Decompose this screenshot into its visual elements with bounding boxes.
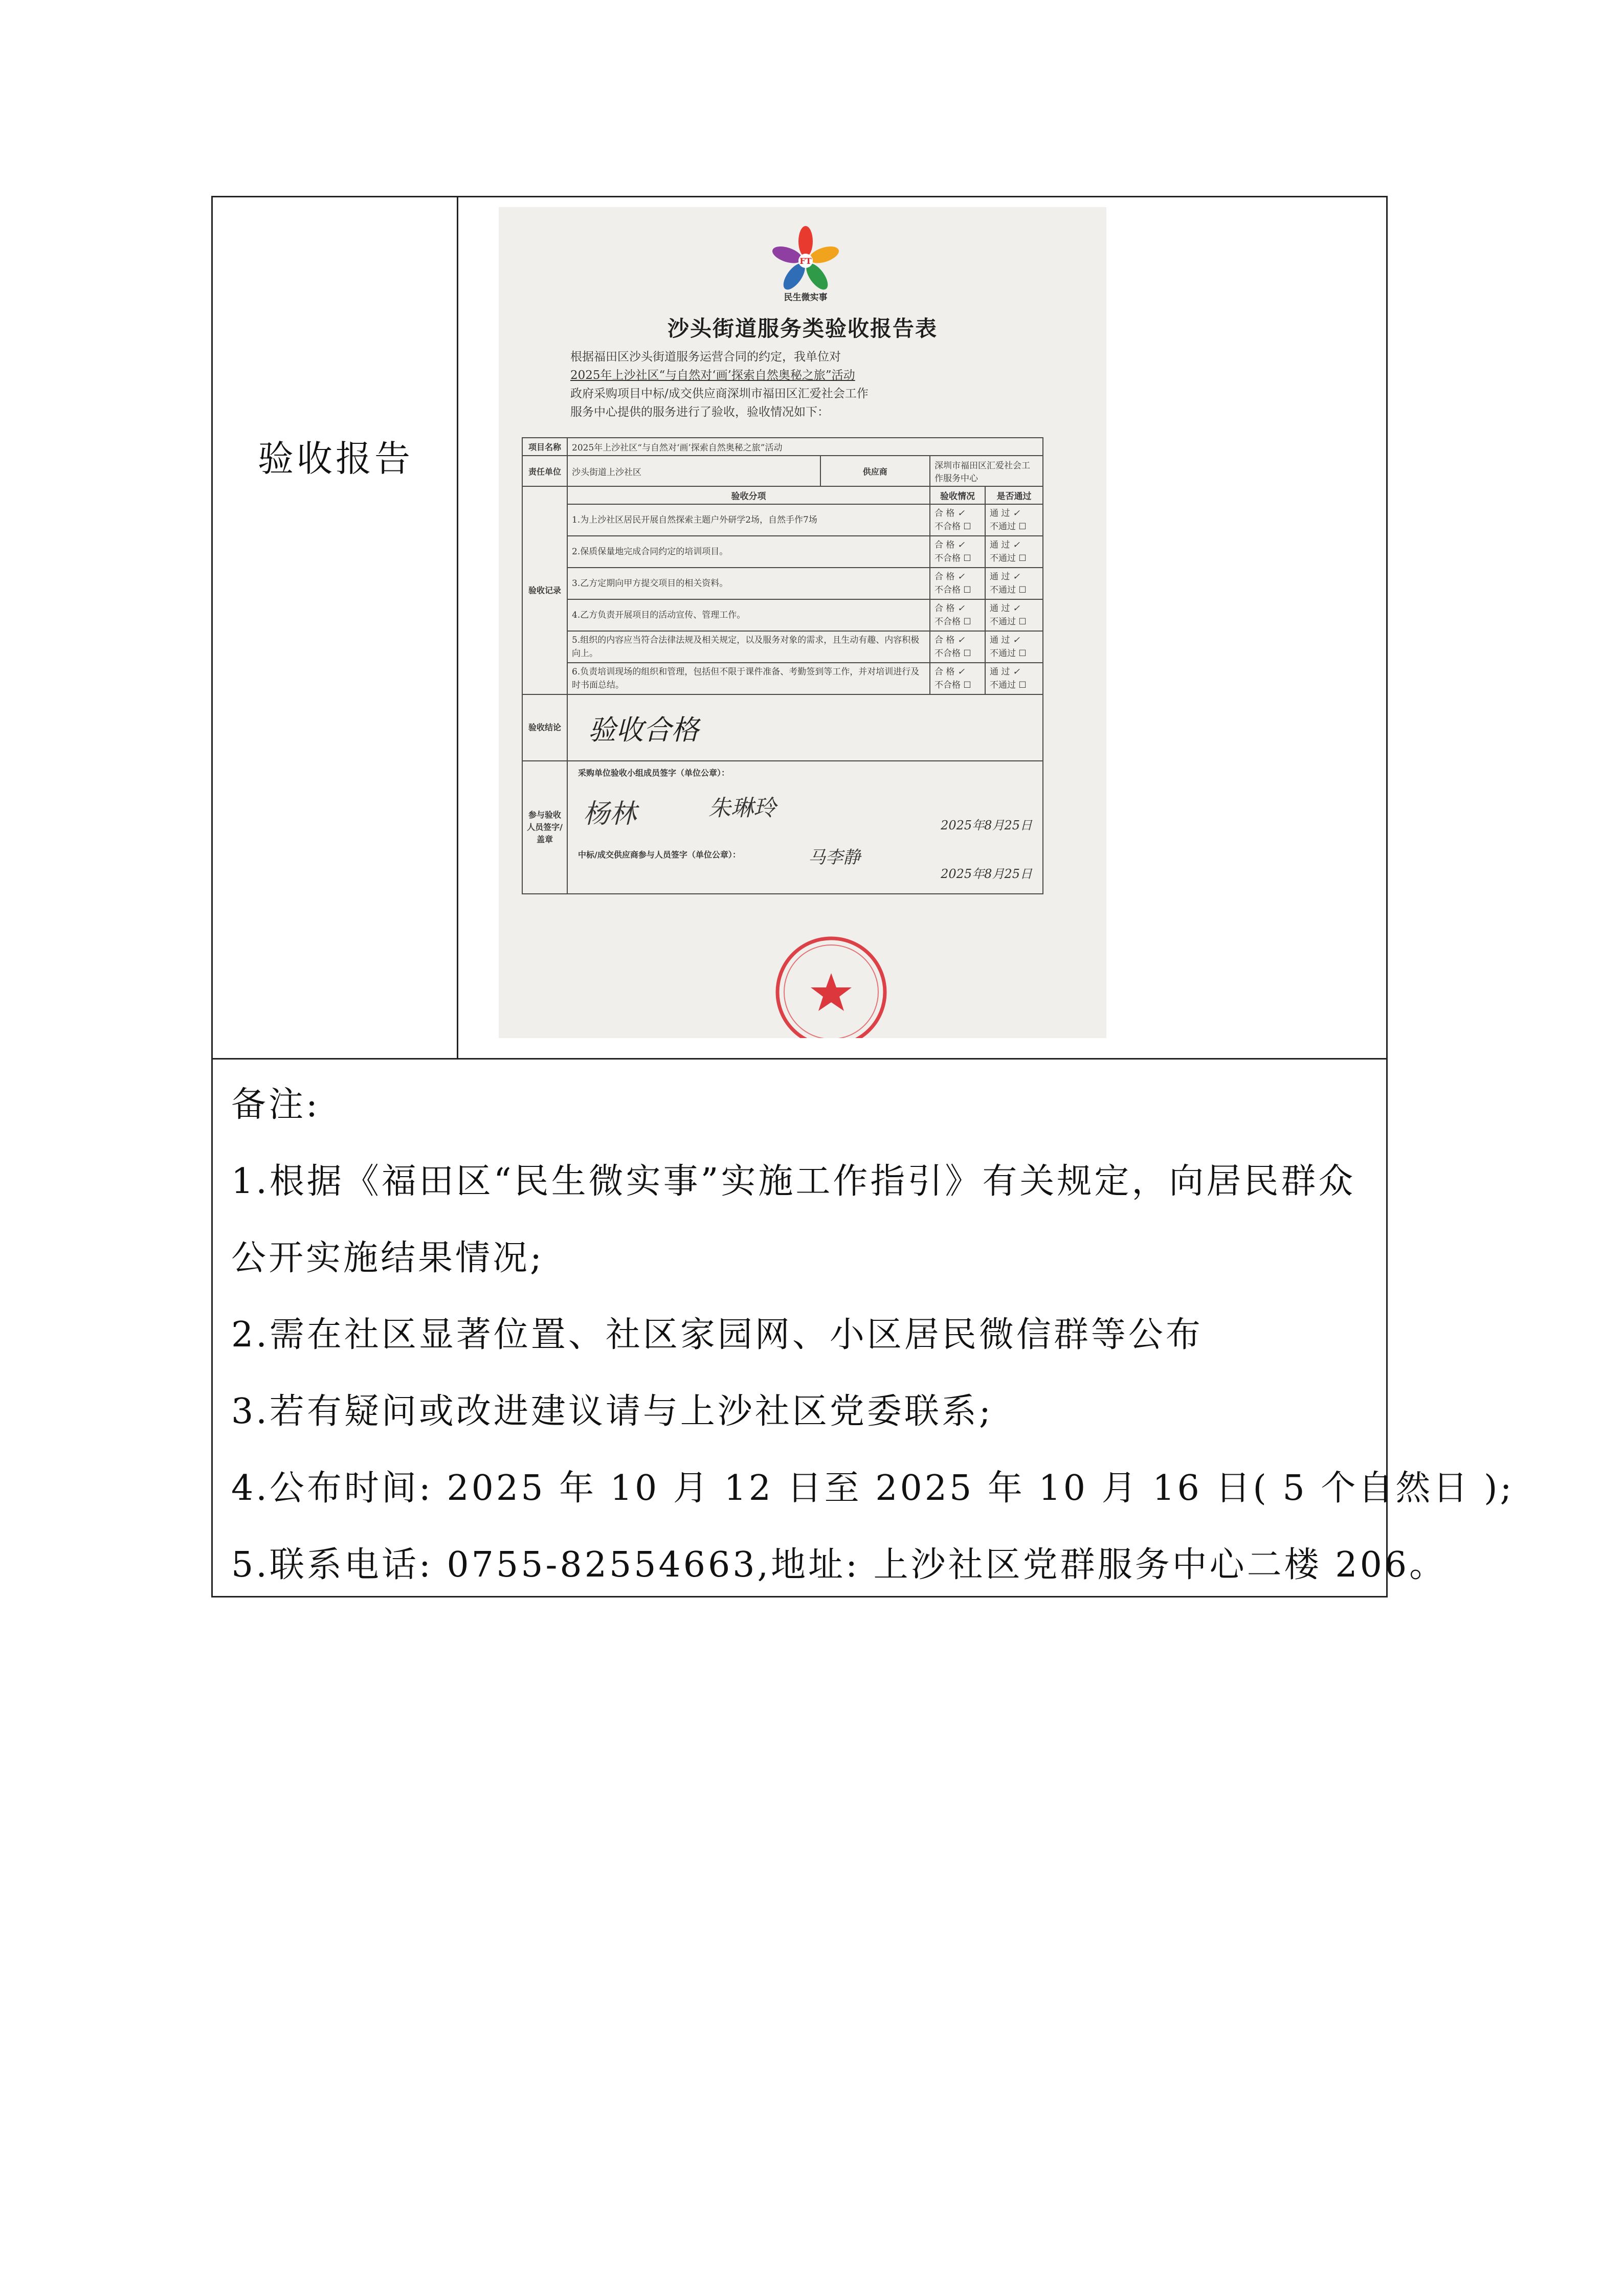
col-status-header: 验收情况 [930, 486, 985, 504]
project-label: 项目名称 [522, 438, 567, 456]
signature-cell [567, 761, 1043, 894]
check-mark-icon: ✓ [1012, 540, 1020, 550]
check-mark-icon: ✓ [1012, 635, 1020, 645]
checkbox-icon: ☐ [1018, 553, 1027, 564]
report-title: 沙头街道服务类验收报告表 [667, 316, 938, 341]
supplier-value: 深圳市福田区汇爱社会工作服务中心 [930, 456, 1043, 486]
intro-line-3: 政府采购项目中标/成交供应商深圳市福田区汇爱社会工作 [570, 387, 869, 400]
status-cell: 合 格 ✓ 不合格 ☐ [930, 663, 985, 694]
check-mark-icon: ✓ [1012, 603, 1020, 614]
notes-heading: 备注: [231, 1085, 320, 1125]
check-mark-icon: ✓ [957, 667, 965, 677]
supplier-label: 供应商 [820, 456, 930, 486]
signature-3: 马李静 [808, 847, 860, 868]
logo-text: 民生微实事 [784, 292, 828, 303]
supplier-sign-line: 中标/成交供应商参与人员签字（单位公章）： [578, 850, 741, 860]
note-line-1: 1.根据《福田区“民生微实事”实施工作指引》有关规定，向居民群众公开实施结果情况; [231, 1161, 1356, 1278]
check-mark-icon: ✓ [957, 635, 965, 645]
sign-date-1: 2025年8月25日 [941, 818, 1032, 832]
purchaser-sign-line: 采购单位验收小组成员签字（单位公章）： [578, 768, 730, 778]
col-pass-header: 是否通过 [985, 486, 1043, 504]
check-mark-icon: ✓ [957, 603, 965, 614]
sign-label: 参与验收人员签字/盖章 [522, 761, 567, 894]
item-1: 1.为上沙社区居民开展自然探索主题户外研学2场，自然手作7场 [567, 504, 930, 536]
notes-section [231, 1067, 1515, 1604]
status-cell: 合 格 ✓ 不合格 ☐ [930, 631, 985, 663]
checkbox-icon: ☐ [963, 585, 971, 595]
pass-cell: 通 过 ✓ 不通过 ☐ [985, 568, 1043, 599]
status-cell: 合 格 ✓ 不合格 ☐ [930, 568, 985, 599]
checkbox-icon: ☐ [1018, 648, 1027, 659]
table-row [522, 568, 1043, 599]
check-mark-icon: ✓ [957, 540, 965, 550]
status-cell: 合 格 ✓ 不合格 ☐ [930, 599, 985, 631]
checkbox-icon: ☐ [1018, 522, 1027, 532]
intro-line-1: 根据福田区沙头街道服务运营合同的约定，我单位对 [570, 350, 841, 364]
checkbox-icon: ☐ [963, 617, 971, 627]
signature-1: 杨林 [583, 799, 637, 829]
intro-line-2: 2025年上沙社区“与自然对‘画’探索自然奥秘之旅”活动 [570, 369, 855, 382]
official-seal-icon [772, 933, 890, 1038]
signature-2: 朱琳玲 [708, 795, 776, 821]
check-mark-icon: ✓ [1012, 667, 1020, 677]
checkbox-icon: ☐ [963, 648, 971, 659]
checkbox-icon: ☐ [1018, 617, 1027, 627]
table-row [522, 504, 1043, 536]
table-row [522, 599, 1043, 631]
note-line-2: 2.需在社区显著位置、社区家园网、小区居民微信群等公布 [231, 1315, 1203, 1355]
report-label: 验收报告 [258, 438, 413, 480]
intro-line-4: 服务中心提供的服务进行了验收，验收情况如下： [570, 406, 829, 419]
checkbox-icon: ☐ [963, 553, 971, 564]
table-row [522, 663, 1043, 694]
item-4: 4.乙方负责开展项目的活动宣传、管理工作。 [567, 599, 930, 631]
item-6: 6.负责培训现场的组织和管理，包括但不限于课件准备、考勤签到等工作，并对培训进行及时书面总结。 [567, 663, 930, 694]
project-value: 2025年上沙社区“与自然对‘画’探索自然奥秘之旅”活动 [567, 438, 1043, 456]
status-cell: 合 格 ✓ 不合格 ☐ [930, 504, 985, 536]
status-cell: 合 格 ✓ 不合格 ☐ [930, 536, 985, 568]
svg-text:FT: FT [799, 256, 812, 266]
note-line-4: 4.公布时间: 2025 年 10 月 12 日至 2025 年 10 月 16 日( 5 个自然日 ); [231, 1468, 1515, 1509]
owner-label: 责任单位 [522, 456, 567, 486]
pass-cell: 通 过 ✓ 不通过 ☐ [985, 599, 1043, 631]
note-line-3: 3.若有疑问或改进建议请与上沙社区党委联系; [231, 1391, 993, 1432]
checkbox-icon: ☐ [1018, 585, 1027, 595]
label-cell [213, 197, 458, 1058]
acceptance-grid [522, 437, 1043, 894]
pass-cell: 通 过 ✓ 不通过 ☐ [985, 631, 1043, 663]
conclusion-handwriting: 验收合格 [567, 694, 1043, 761]
record-label: 验收记录 [522, 486, 567, 694]
checkbox-icon: ☐ [963, 680, 971, 690]
item-2: 2.保质保量地完成合同约定的培训项目。 [567, 536, 930, 568]
table-row [522, 536, 1043, 568]
conclusion-label: 验收结论 [522, 694, 567, 761]
checkbox-icon: ☐ [963, 522, 971, 532]
sign-date-2: 2025年8月25日 [941, 867, 1032, 881]
pass-cell: 通 过 ✓ 不通过 ☐ [985, 663, 1043, 694]
pass-cell: 通 过 ✓ 不通过 ☐ [985, 504, 1043, 536]
pass-cell: 通 过 ✓ 不通过 ☐ [985, 536, 1043, 568]
scanned-acceptance-report [499, 207, 1106, 1038]
check-mark-icon: ✓ [1012, 572, 1020, 582]
checkbox-icon: ☐ [1018, 680, 1027, 690]
note-line-5: 5.联系电话: 0755-82554663,地址: 上沙社区党群服务中心二楼 206。 [231, 1545, 1447, 1585]
check-mark-icon: ✓ [957, 508, 965, 519]
owner-value: 沙头街道上沙社区 [567, 456, 820, 486]
minsheng-logo-icon [747, 225, 864, 297]
row-divider [213, 1058, 1386, 1060]
report-intro [570, 348, 1051, 421]
item-3: 3.乙方定期向甲方提交项目的相关资料。 [567, 568, 930, 599]
item-5: 5.组织的内容应当符合法律法规及相关规定，以及服务对象的需求，且生动有趣、内容积极向上。 [567, 631, 930, 663]
col-item-header: 验收分项 [567, 486, 930, 504]
table-row [522, 631, 1043, 663]
check-mark-icon: ✓ [957, 572, 965, 582]
check-mark-icon: ✓ [1012, 508, 1020, 519]
